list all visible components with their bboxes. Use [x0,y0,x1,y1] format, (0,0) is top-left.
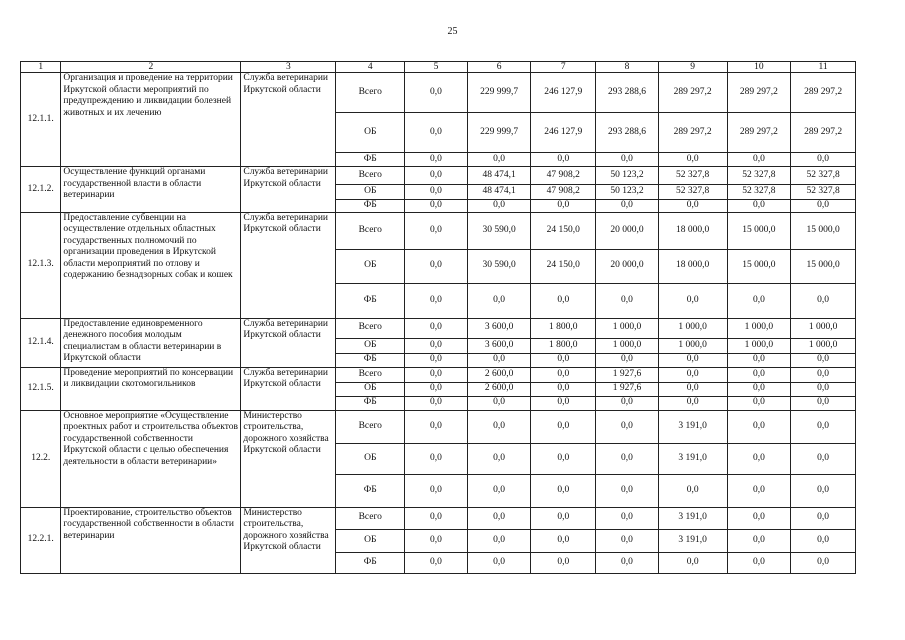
column-header: 6 [467,62,531,73]
activity-name: Основное мероприятие «Осуществление проектных работ и строительства объектов государственной собственности Иркутской области с целью обеспечения деятельности в области ветеринарии» [61,410,241,507]
amount-cell: 0,0 [727,382,791,396]
funding-source: ФБ [336,396,405,410]
column-header: 11 [791,62,856,73]
amount-cell: 0,0 [405,167,468,185]
amount-cell: 0,0 [727,153,791,167]
amount-cell: 1 000,0 [791,338,856,353]
activity-name: Проведение мероприятий по консервации и ликвидации скотомогильников [61,367,241,410]
funding-source: ФБ [336,353,405,367]
amount-cell: 3 191,0 [658,443,727,474]
amount-cell: 0,0 [658,153,727,167]
amount-cell: 0,0 [531,353,596,367]
amount-cell: 0,0 [467,507,531,529]
table-row [21,167,856,185]
amount-cell: 0,0 [531,367,596,382]
amount-cell: 0,0 [727,410,791,443]
amount-cell: 0,0 [405,396,468,410]
funding-source: ФБ [336,283,405,318]
amount-cell: 1 000,0 [727,318,791,338]
amount-cell: 0,0 [791,382,856,396]
activity-name: Предоставление единовременного денежного пособия молодым специалистам в области ветеринарии в Иркутской области [61,318,241,367]
amount-cell: 24 150,0 [531,249,596,283]
amount-cell: 0,0 [405,113,468,153]
amount-cell: 47 908,2 [531,167,596,185]
amount-cell: 0,0 [791,410,856,443]
table-row [21,410,856,443]
funding-source: ОБ [336,382,405,396]
funding-source: ФБ [336,474,405,507]
amount-cell: 1 000,0 [596,318,659,338]
table-row [21,367,856,382]
amount-cell: 0,0 [405,318,468,338]
amount-cell: 15 000,0 [791,212,856,249]
amount-cell: 0,0 [405,507,468,529]
row-code: 12.1.4. [21,318,61,367]
amount-cell: 20 000,0 [596,249,659,283]
amount-cell: 289 297,2 [658,113,727,153]
amount-cell: 0,0 [405,353,468,367]
amount-cell: 0,0 [727,353,791,367]
amount-cell: 52 327,8 [727,167,791,185]
row-code: 12.1.3. [21,212,61,318]
amount-cell: 1 000,0 [658,338,727,353]
amount-cell: 0,0 [531,200,596,213]
responsible-executor: Служба ветеринарии Иркутской области [241,318,336,367]
funding-source: Всего [336,167,405,185]
row-code: 12.2. [21,410,61,507]
amount-cell: 52 327,8 [791,167,856,185]
column-header: 8 [596,62,659,73]
amount-cell: 0,0 [727,552,791,573]
amount-cell: 0,0 [727,396,791,410]
amount-cell: 50 123,2 [596,185,659,200]
amount-cell: 0,0 [791,396,856,410]
amount-cell: 0,0 [467,410,531,443]
amount-cell: 293 288,6 [596,113,659,153]
amount-cell: 0,0 [658,200,727,213]
amount-cell: 0,0 [727,474,791,507]
amount-cell: 0,0 [791,552,856,573]
amount-cell: 0,0 [467,153,531,167]
amount-cell: 0,0 [658,396,727,410]
amount-cell: 0,0 [405,200,468,213]
amount-cell: 0,0 [405,474,468,507]
amount-cell: 0,0 [531,396,596,410]
responsible-executor: Служба ветеринарии Иркутской области [241,212,336,318]
amount-cell: 1 800,0 [531,318,596,338]
amount-cell: 229 999,7 [467,113,531,153]
amount-cell: 0,0 [727,507,791,529]
row-code: 12.1.2. [21,167,61,213]
amount-cell: 1 000,0 [658,318,727,338]
amount-cell: 2 600,0 [467,367,531,382]
amount-cell: 1 800,0 [531,338,596,353]
funding-source: Всего [336,367,405,382]
amount-cell: 289 297,2 [791,113,856,153]
amount-cell: 0,0 [531,507,596,529]
amount-cell: 0,0 [596,396,659,410]
amount-cell: 15 000,0 [727,212,791,249]
amount-cell: 0,0 [467,396,531,410]
funding-source: Всего [336,410,405,443]
amount-cell: 47 908,2 [531,185,596,200]
responsible-executor: Служба ветеринарии Иркутской области [241,73,336,167]
amount-cell: 0,0 [405,73,468,113]
amount-cell: 50 123,2 [596,167,659,185]
amount-cell: 0,0 [658,367,727,382]
amount-cell: 0,0 [791,474,856,507]
amount-cell: 0,0 [791,529,856,552]
responsible-executor: Министерство строительства, дорожного хозяйства Иркутской области [241,410,336,507]
amount-cell: 0,0 [596,443,659,474]
table-row [21,318,856,338]
amount-cell: 0,0 [596,552,659,573]
amount-cell: 3 191,0 [658,410,727,443]
amount-cell: 0,0 [531,443,596,474]
amount-cell: 0,0 [405,283,468,318]
amount-cell: 0,0 [405,410,468,443]
amount-cell: 0,0 [791,507,856,529]
amount-cell: 0,0 [531,153,596,167]
funding-source: ОБ [336,185,405,200]
amount-cell: 0,0 [658,382,727,396]
responsible-executor: Служба ветеринарии Иркутской области [241,167,336,213]
amount-cell: 289 297,2 [791,73,856,113]
amount-cell: 0,0 [405,367,468,382]
amount-cell: 1 927,6 [596,367,659,382]
responsible-executor: Министерство строительства, дорожного хозяйства Иркутской области [241,507,336,573]
amount-cell: 18 000,0 [658,212,727,249]
amount-cell: 0,0 [467,474,531,507]
funding-source: Всего [336,318,405,338]
column-header: 4 [336,62,405,73]
amount-cell: 1 000,0 [727,338,791,353]
amount-cell: 0,0 [727,283,791,318]
amount-cell: 0,0 [405,153,468,167]
amount-cell: 0,0 [727,200,791,213]
column-header: 10 [727,62,791,73]
activity-name: Организация и проведение на территории Иркутской области мероприятий по предупреждению и ликвидации болезней животных и их лечению [61,73,241,167]
amount-cell: 0,0 [596,507,659,529]
column-header: 2 [61,62,241,73]
column-header-row [21,62,856,73]
page-number: 25 [447,26,458,37]
amount-cell: 0,0 [727,443,791,474]
amount-cell: 1 000,0 [791,318,856,338]
funding-source: ФБ [336,153,405,167]
amount-cell: 0,0 [405,382,468,396]
amount-cell: 0,0 [531,382,596,396]
amount-cell: 0,0 [405,529,468,552]
table-row [21,507,856,529]
amount-cell: 293 288,6 [596,73,659,113]
funding-source: Всего [336,73,405,113]
amount-cell: 2 600,0 [467,382,531,396]
amount-cell: 0,0 [531,410,596,443]
row-code: 12.1.5. [21,367,61,410]
funding-source: ОБ [336,249,405,283]
amount-cell: 0,0 [467,552,531,573]
amount-cell: 0,0 [467,283,531,318]
amount-cell: 0,0 [596,200,659,213]
amount-cell: 0,0 [658,552,727,573]
amount-cell: 1 000,0 [596,338,659,353]
amount-cell: 15 000,0 [791,249,856,283]
amount-cell: 0,0 [791,153,856,167]
amount-cell: 0,0 [405,212,468,249]
amount-cell: 30 590,0 [467,249,531,283]
amount-cell: 3 191,0 [658,507,727,529]
amount-cell: 0,0 [467,353,531,367]
funding-source: ОБ [336,529,405,552]
budget-table [20,61,856,574]
amount-cell: 0,0 [596,283,659,318]
amount-cell: 0,0 [405,338,468,353]
row-code: 12.2.1. [21,507,61,573]
amount-cell: 289 297,2 [658,73,727,113]
activity-name: Предоставление субвенции на осуществление отдельных областных государственных полномочий по организации проведения в Иркутской области мероприятий по отлову и содержанию безнадзорных собак и кошек [61,212,241,318]
amount-cell: 289 297,2 [727,73,791,113]
column-header: 9 [658,62,727,73]
amount-cell: 0,0 [658,283,727,318]
amount-cell: 0,0 [658,474,727,507]
amount-cell: 52 327,8 [658,185,727,200]
amount-cell: 0,0 [791,367,856,382]
amount-cell: 52 327,8 [791,185,856,200]
amount-cell: 18 000,0 [658,249,727,283]
amount-cell: 0,0 [727,367,791,382]
funding-source: ОБ [336,443,405,474]
funding-source: ОБ [336,113,405,153]
amount-cell: 0,0 [727,529,791,552]
row-code: 12.1.1. [21,73,61,167]
amount-cell: 0,0 [405,443,468,474]
amount-cell: 0,0 [596,474,659,507]
amount-cell: 0,0 [467,529,531,552]
amount-cell: 48 474,1 [467,167,531,185]
column-header: 3 [241,62,336,73]
amount-cell: 0,0 [658,353,727,367]
amount-cell: 0,0 [596,410,659,443]
amount-cell: 0,0 [791,283,856,318]
amount-cell: 0,0 [791,443,856,474]
amount-cell: 3 191,0 [658,529,727,552]
amount-cell: 1 927,6 [596,382,659,396]
amount-cell: 48 474,1 [467,185,531,200]
amount-cell: 0,0 [596,529,659,552]
amount-cell: 0,0 [531,474,596,507]
amount-cell: 0,0 [791,200,856,213]
amount-cell: 52 327,8 [658,167,727,185]
amount-cell: 289 297,2 [727,113,791,153]
funding-source: ФБ [336,200,405,213]
amount-cell: 0,0 [596,153,659,167]
amount-cell: 0,0 [531,283,596,318]
amount-cell: 0,0 [405,185,468,200]
amount-cell: 24 150,0 [531,212,596,249]
amount-cell: 229 999,7 [467,73,531,113]
amount-cell: 15 000,0 [727,249,791,283]
amount-cell: 0,0 [405,552,468,573]
amount-cell: 3 600,0 [467,338,531,353]
responsible-executor: Служба ветеринарии Иркутской области [241,367,336,410]
column-header: 7 [531,62,596,73]
amount-cell: 0,0 [531,529,596,552]
amount-cell: 0,0 [531,552,596,573]
funding-source: Всего [336,507,405,529]
amount-cell: 20 000,0 [596,212,659,249]
amount-cell: 246 127,9 [531,73,596,113]
column-header: 1 [21,62,61,73]
column-header: 5 [405,62,468,73]
amount-cell: 0,0 [405,249,468,283]
table-row [21,73,856,113]
activity-name: Проектирование, строительство объектов государственной собственности в области ветеринарии [61,507,241,573]
funding-source: ОБ [336,338,405,353]
amount-cell: 0,0 [467,200,531,213]
funding-source: Всего [336,212,405,249]
amount-cell: 30 590,0 [467,212,531,249]
amount-cell: 52 327,8 [727,185,791,200]
amount-cell: 3 600,0 [467,318,531,338]
amount-cell: 0,0 [467,443,531,474]
activity-name: Осуществление функций органами государственной власти в области ветеринарии [61,167,241,213]
amount-cell: 0,0 [791,353,856,367]
table-row [21,212,856,249]
funding-source: ФБ [336,552,405,573]
amount-cell: 0,0 [596,353,659,367]
amount-cell: 246 127,9 [531,113,596,153]
